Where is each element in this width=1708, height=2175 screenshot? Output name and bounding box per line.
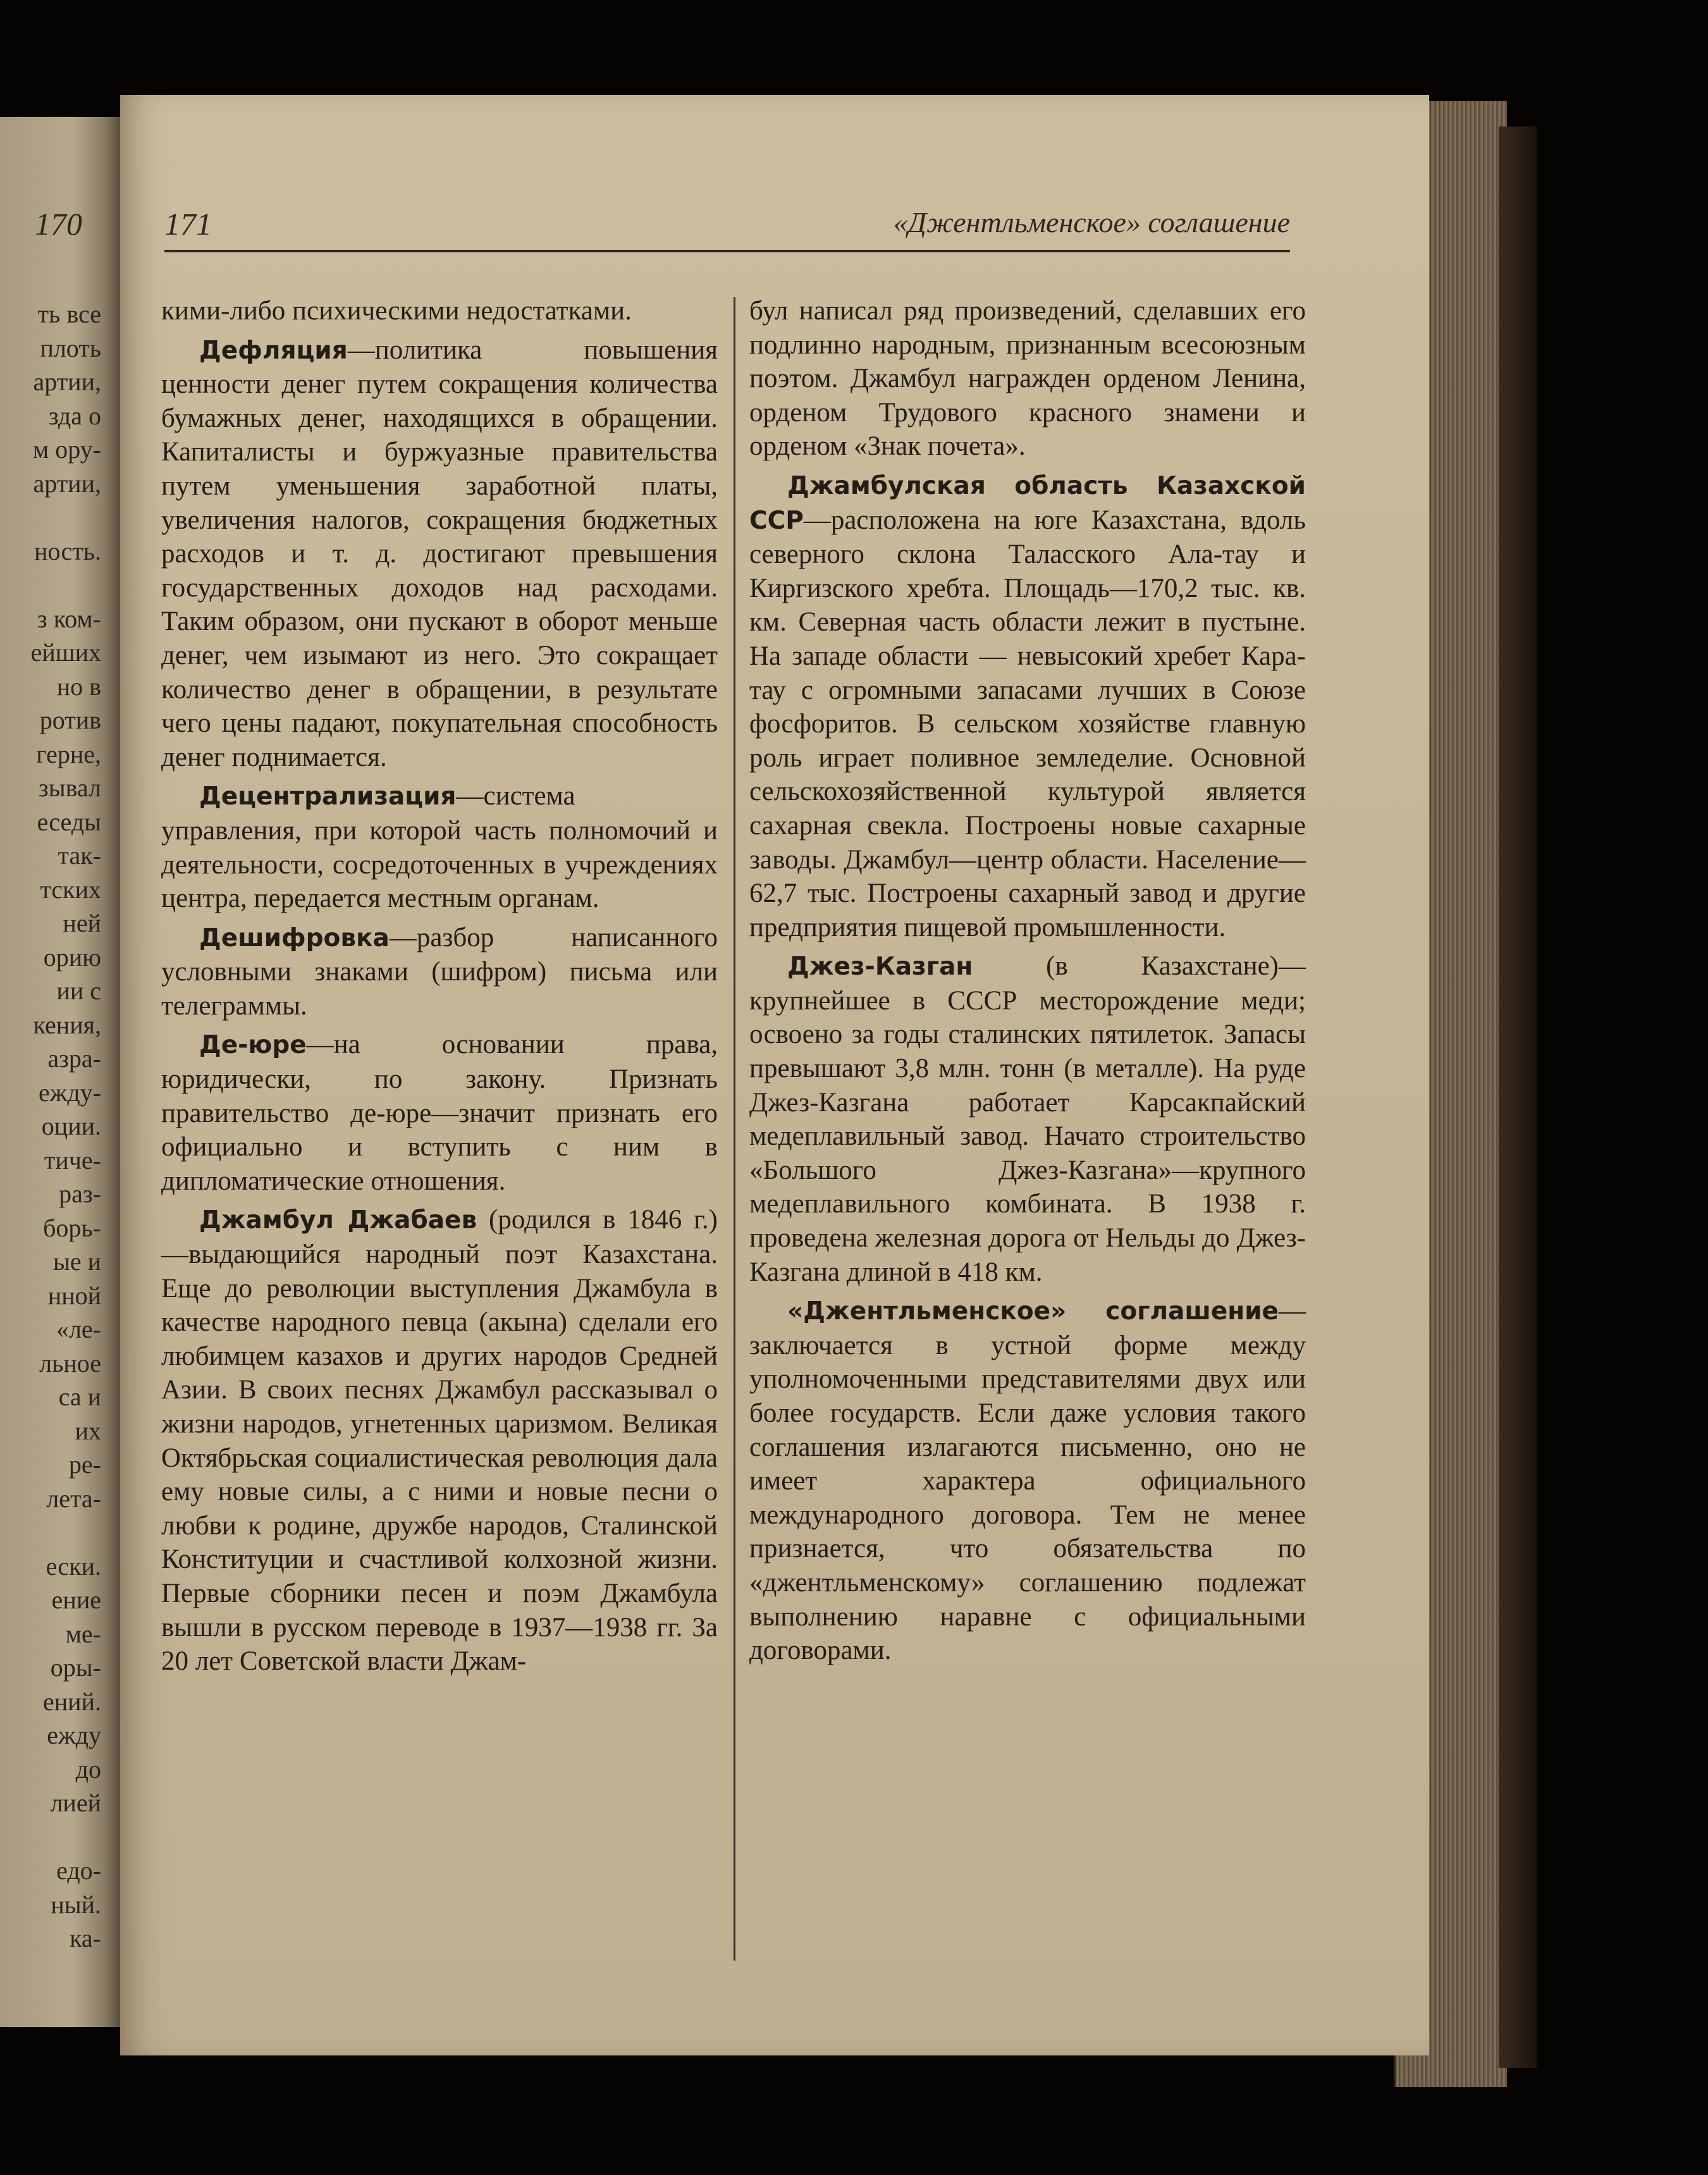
left-page-fragment: ней bbox=[63, 909, 101, 937]
left-page-fragment: лией bbox=[50, 1789, 101, 1817]
right-column bbox=[749, 294, 1306, 1673]
left-page-fragment: ежду- bbox=[38, 1078, 101, 1107]
left-page-fragment: ежду bbox=[47, 1721, 101, 1749]
entry-text: —система управления, при которой часть полномочий и деятельности, сосредоточенных в учреждениях центра, передается местным органам. bbox=[161, 781, 718, 914]
left-page-fragment: ме- bbox=[65, 1619, 101, 1648]
left-page-fragment: ии с bbox=[56, 977, 101, 1005]
entry-headword: Децентрализация bbox=[199, 782, 457, 811]
entry-headword: Дефляция bbox=[199, 336, 348, 365]
left-page-fragment: ений. bbox=[43, 1687, 101, 1716]
continuation-text: бул написал ряд произведений, сделавших его подлинно народным, признанным всесоюзным поэтом. Джамбул награжден орденом Ленина, орденом Трудового красного знамени и орденом «Знак почета». bbox=[749, 296, 1306, 462]
dictionary-entry bbox=[161, 921, 718, 1023]
entry-text: (родился в 1846 г.)—выдающийся народный поэт Казахстана. Еще до революции выступления Джамбула в качестве народного певца (акына) сделали его любимцем казахов и других народов Средней Азии. В своих песнях Джамбул рассказывал о жизни народов, угнетенных царизмом. Великая Октябрьская социалистическая революция дала ему новые силы, а с ними и новые песни о любви к родине, дружбе народов, Сталинской Конституции и счастливой колхозной жизни. Первые сборники песен и поэм Джамбула вышли в русском переводе в 1937—1938 гг. За 20 лет Советской власти Джам- bbox=[161, 1205, 718, 1677]
left-page-fragment: ые и bbox=[52, 1247, 101, 1276]
left-page-fragment: артии, bbox=[33, 469, 101, 498]
left-page-fragment: но в bbox=[56, 672, 101, 701]
dictionary-entry bbox=[161, 1028, 718, 1198]
right-page-number: 171 bbox=[164, 206, 212, 242]
entry-headword: Джамбул Джабаев bbox=[199, 1206, 477, 1235]
entry-text: —заключается в устной форме между уполномоченными представителями двух или более государств. Если даже условия такого соглашения излагаются письменно, оно не имеет характера официального международного договора. Тем не менее признается, что обязательства по «джентльменскому» соглашению подлежат выполнению наравне с официальными договорами. bbox=[749, 1296, 1306, 1666]
left-page-fragment: до bbox=[75, 1754, 101, 1784]
left-page-fragment bbox=[0, 1820, 101, 1854]
left-page-fragment: тиче- bbox=[44, 1145, 101, 1174]
left-page-fragment: ейших bbox=[30, 638, 101, 667]
left-page-fragment: зывал bbox=[38, 773, 101, 802]
left-column bbox=[161, 294, 718, 1684]
left-page-fragment: так- bbox=[58, 841, 101, 870]
left-page-fragment: з ком- bbox=[37, 604, 101, 633]
left-page-fragment: ротив bbox=[39, 706, 101, 734]
left-page bbox=[0, 117, 120, 2027]
dictionary-entry bbox=[749, 469, 1306, 944]
left-page-fragment: ный. bbox=[51, 1890, 101, 1919]
left-page-fragment: борь- bbox=[43, 1213, 101, 1242]
left-page-fragment: льное bbox=[39, 1348, 101, 1377]
left-page-fragment: едо- bbox=[56, 1856, 101, 1885]
left-page-fragment: ение bbox=[51, 1586, 101, 1614]
left-page-number: 170 bbox=[35, 206, 82, 242]
continuation-text: кими-либо психическими недостатками. bbox=[161, 296, 632, 326]
entry-text: —разбор написанного условными знаками (шифром) письма или телеграммы. bbox=[161, 922, 718, 1021]
left-page-fragment: артии, bbox=[33, 367, 101, 396]
dictionary-entry bbox=[749, 949, 1306, 1289]
left-page-fragment bbox=[0, 500, 101, 534]
left-page-fragment: са и bbox=[58, 1383, 101, 1411]
entry-text: —расположена на юге Казахстана, вдоль северного склона Таласского Ала-тау и Киргизского хребта. Площадь—170,2 тыс. кв. км. Северная часть области лежит в пустыне. На западе области — невысокий хребет Кара-тау с огромными запасами лучших в Союзе фосфоритов. В сельском хозяйстве главную роль играет поливное земледелие. Основной сельскохозяйственной культурой является сахарная свекла. Построены новые сахарные заводы. Джамбул—центр области. Население—62,7 тыс. Построены сахарный завод и другие предприятия пищевой промышленности. bbox=[749, 505, 1306, 942]
left-page-fragments bbox=[0, 297, 101, 1956]
column-divider bbox=[734, 297, 735, 1961]
left-page-fragment: ре- bbox=[68, 1450, 101, 1479]
left-page-fragment: ка- bbox=[70, 1924, 101, 1952]
dictionary-entry bbox=[161, 779, 718, 915]
left-page-fragment: кения, bbox=[33, 1010, 101, 1039]
left-page-fragment: ески. bbox=[46, 1551, 101, 1580]
entry-headword: Де-юре bbox=[199, 1031, 307, 1060]
page-header bbox=[164, 199, 1290, 252]
left-page-fragment: еседы bbox=[37, 807, 101, 836]
left-page-fragment: раз- bbox=[59, 1180, 101, 1208]
entry-headword: «Джентльменское» соглашение bbox=[787, 1297, 1279, 1326]
left-page-fragment: азра- bbox=[47, 1044, 101, 1073]
dictionary-entry bbox=[161, 1203, 718, 1678]
entry-text: —политика повышения ценности денег путем сокращения количества бумажных денег, находящихся в обращении. Капиталисты и буржуазные правительства путем уменьшения заработной платы, увеличения налогов, сокращения бюджетных расходов и т. д. достигают превышения государственных доходов над расходами. Таким образом, они пускают в оборот меньше денег, чем изымают из него. Это сокращает количество денег в обращении, в результате чего цены падают, покупательная способность денег поднимается. bbox=[161, 335, 718, 772]
running-head: «Джентльменское» соглашение bbox=[893, 206, 1290, 238]
left-page-fragment: орию bbox=[43, 942, 101, 971]
entry-text: (в Казахстане)—крупнейшее в СССР месторождение меди; освоено за годы сталинских пятилеток. Запасы превышают 3,8 млн. тонн (в металле). На руде Джез-Казгана работает Карсакпайский медеплавильный завод. Начато строительство «Большого Джез-Казгана»—крупного медеплавильного комбината. В 1938 г. проведена железная дорога от Нельды до Джез-Казгана длиной в 418 км. bbox=[749, 951, 1306, 1287]
entry-headword: Дешифровка bbox=[199, 923, 390, 952]
left-page-fragment: оции. bbox=[41, 1112, 101, 1140]
left-page-fragment: их bbox=[75, 1416, 101, 1445]
left-page-fragment: лета- bbox=[46, 1484, 101, 1513]
left-page-fragment: оры- bbox=[50, 1653, 101, 1682]
left-page-fragment: ность. bbox=[34, 536, 101, 565]
left-page-fragment: «ле- bbox=[56, 1315, 101, 1343]
left-page-fragment: зда о bbox=[48, 401, 101, 430]
book-cover-edge bbox=[1499, 126, 1537, 2068]
entry-headword: Джез-Казган bbox=[787, 952, 973, 982]
entry-headword: Джамбулская область Казахской ССР bbox=[749, 471, 1306, 535]
dictionary-entry bbox=[161, 333, 718, 775]
left-page-fragment bbox=[0, 568, 101, 602]
left-page-fragment: плоть bbox=[40, 333, 101, 362]
dictionary-entry bbox=[749, 1294, 1306, 1668]
entry-text: —на основании права, юридически, по закону. Признать правительство де-юре—значит признать его официально и вступить с ним в дипломатические отношения. bbox=[161, 1030, 718, 1196]
left-page-fragment: герне, bbox=[36, 739, 101, 768]
left-page-fragment: нной bbox=[47, 1281, 101, 1310]
left-page-fragment: ть все bbox=[37, 300, 101, 328]
left-page-fragment: м ору- bbox=[32, 435, 101, 464]
left-page-fragment: тских bbox=[40, 875, 101, 904]
left-page-fragment bbox=[0, 1515, 101, 1550]
